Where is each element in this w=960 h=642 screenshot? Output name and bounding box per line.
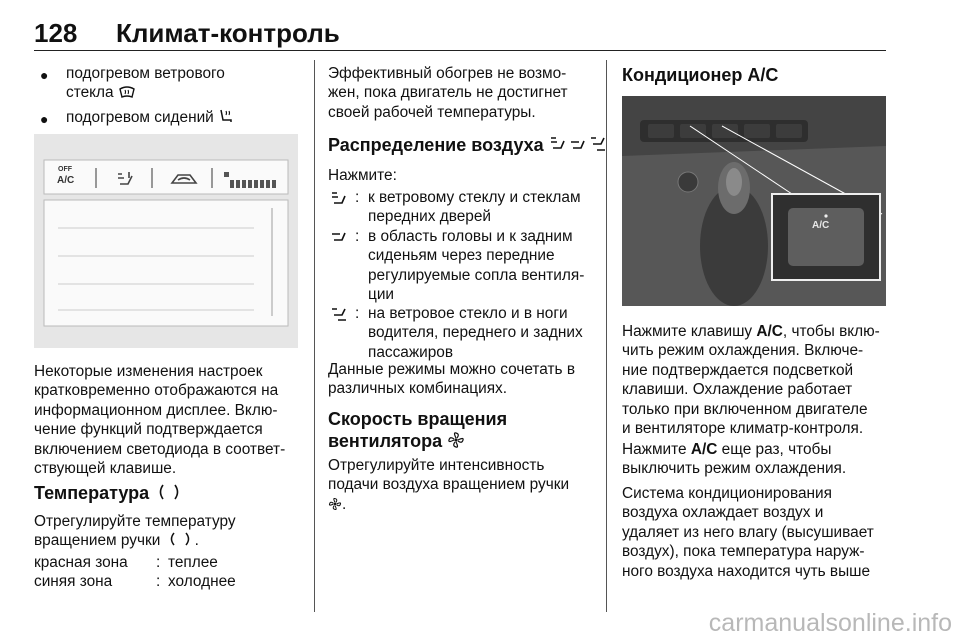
windshield-foot-airflow-icon: [330, 306, 348, 322]
ac-paragraph-1: Нажмите клавишу A/C, чтобы вклю- чить режим охлаждения. Включе- ние подтверждается подсветкой клавиши. Охлаждение работает только при включенном двигателе и вентиляторе климатр-контроля.: [622, 323, 880, 438]
air-distribution-heading: Распределение воздуха: [328, 134, 609, 156]
temperature-knob-icon: [154, 483, 184, 501]
seat-heat-icon: [218, 108, 234, 124]
display-ac-label: A/C: [57, 175, 75, 186]
mode-windshield-foot-text: на ветровое стекло и в ноги водителя, переднего и задних пассажиров: [368, 305, 583, 361]
fan-speed-heading: Скорость вращения вентилятора: [328, 409, 508, 451]
bullet-marker: ●: [40, 67, 49, 83]
temperature-heading: Температура: [34, 482, 184, 504]
ac-console-photo: [622, 96, 886, 306]
watermark: carmanualsonline.info: [708, 609, 952, 637]
fan-icon: [447, 431, 465, 449]
mode-windshield-side-text: к ветровому стеклу и стеклам передних дверей: [368, 189, 581, 226]
fan-instruction: Отрегулируйте интенсивность подачи воздуха вращением ручки .: [328, 457, 570, 513]
ac-paragraph-2: Нажмите A/C еще раз, чтобы выключить режим охлаждения.: [622, 441, 847, 478]
mode-head-text: в область головы и к задним сиденьям через передние регулируемые сопла вентиля- ции: [368, 228, 585, 304]
combine-paragraph: Данные режимы можно сочетать в различных комбинациях.: [328, 361, 576, 398]
bullet-marker: ●: [40, 111, 49, 127]
temperature-instruction: Отрегулируйте температуру вращением ручки .: [34, 513, 236, 550]
press-label: Нажмите:: [328, 167, 397, 184]
mode-sep: :: [355, 228, 360, 245]
windshield-side-airflow-icon: [330, 190, 348, 206]
display-off-label: OFF: [58, 166, 72, 173]
ac-heading: Кондиционер A/C: [622, 65, 779, 85]
temperature-knob-icon: [165, 531, 195, 547]
ac-paragraph-3: Система кондиционирования воздуха охлаждает воздух и удаляет из него влагу (высушивает воздух), пока температура наруж- ного воздуха находится чуть выше: [622, 485, 874, 580]
bullet-seat-heating: подогревом сидений: [66, 108, 234, 127]
mode-sep: :: [355, 189, 360, 206]
column-divider-1: [314, 60, 315, 612]
temp-row-red-value: теплее: [168, 554, 218, 571]
header-rule: [34, 50, 886, 51]
fan-icon: [328, 497, 342, 511]
temp-row-sep: :: [156, 573, 161, 590]
temp-row-blue-value: холоднее: [168, 573, 236, 590]
temp-row-red: красная зона: [34, 554, 128, 571]
display-info-paragraph: Некоторые изменения настроек кратковременно отображаются на информационном дисплее. Вклю- чение функций подтверждается включением светодиода в соответ- ствующей клавише.: [34, 363, 286, 478]
warmup-paragraph: Эффективный обогрев не возмо- жен, пока двигатель не достигнет своей рабочей температуры.: [328, 65, 568, 121]
temp-row-blue: синяя зона: [34, 573, 113, 590]
chapter-title: Климат-контроль: [116, 18, 340, 48]
mode-sep: :: [355, 305, 360, 322]
page-number: 128: [34, 18, 78, 48]
head-airflow-icon: [330, 229, 348, 245]
photo-ac-button-label: A/C: [812, 220, 830, 231]
bullet-windshield-heating: подогревом ветрового стекла: [66, 65, 225, 102]
windshield-heat-icon: [118, 85, 136, 99]
temp-row-sep: :: [156, 554, 161, 571]
climate-display-illustration: [34, 134, 298, 348]
air-distribution-icons: [549, 135, 609, 153]
